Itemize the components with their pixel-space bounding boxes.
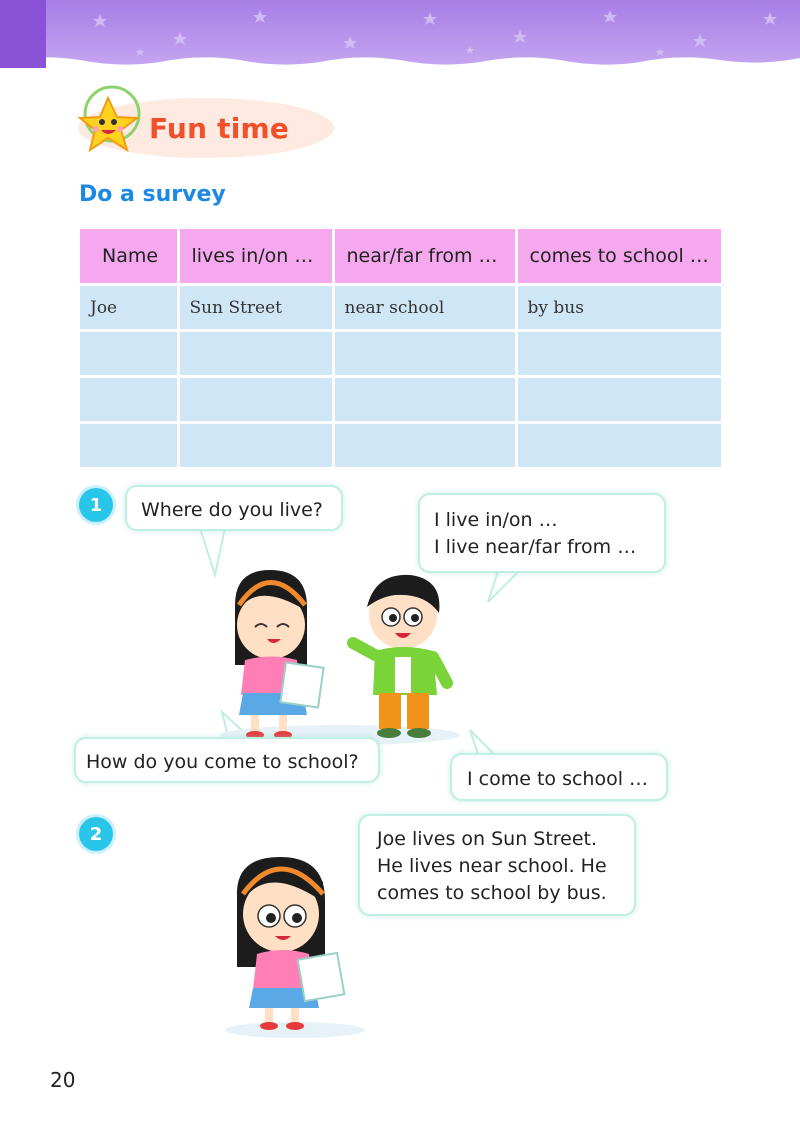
table-cell: [516, 423, 721, 468]
activity-subtitle: Do a survey: [79, 182, 226, 207]
table-cell: [80, 331, 178, 377]
girl-figure: [235, 570, 324, 739]
bubble-text: How do you come to school?: [86, 751, 359, 773]
table-cell: [178, 377, 333, 423]
table-row: [80, 285, 721, 331]
table-cell: [333, 377, 516, 423]
header-name: Name: [80, 229, 178, 285]
boy-figure: [353, 575, 447, 738]
table-cell: [178, 331, 333, 377]
speech-bubble-where-live: [125, 485, 343, 531]
table-cell: near school: [333, 285, 516, 331]
bubble-text: Where do you live?: [141, 499, 323, 521]
bubble-text: I live near/far from …: [434, 536, 637, 558]
table-cell: Joe: [80, 285, 178, 331]
speech-bubble-summary: [358, 814, 636, 916]
table-cell: [333, 423, 516, 468]
table-cell: [80, 423, 178, 468]
table-cell: [178, 423, 333, 468]
table-cell: Sun Street: [178, 285, 333, 331]
table-header-row: [80, 229, 721, 285]
bubble-text: Joe lives on Sun Street.: [377, 828, 598, 850]
activity-number-badge: 1: [79, 488, 113, 522]
header-comes-to-school: comes to school …: [516, 229, 721, 285]
table-cell: [80, 377, 178, 423]
header-lives-in: lives in/on …: [178, 229, 333, 285]
speech-bubble-i-come: [450, 753, 668, 801]
table-cell: [516, 377, 721, 423]
bubble-text: I live in/on …: [434, 509, 558, 531]
children-illustration: [215, 565, 475, 745]
survey-table: [80, 229, 721, 467]
bubble-text: He lives near school. He: [377, 855, 607, 877]
bubble-text: I come to school …: [467, 768, 649, 790]
girl-illustration: [225, 852, 375, 1042]
table-row: [80, 331, 721, 377]
table-row: [80, 377, 721, 423]
section-title: Fun time: [149, 112, 290, 145]
top-banner: [0, 0, 800, 72]
bubble-text: comes to school by bus.: [377, 882, 607, 904]
page-number: 20: [50, 1068, 76, 1092]
table-cell: by bus: [516, 285, 721, 331]
table-cell: [516, 331, 721, 377]
speech-bubble-i-live: [418, 493, 666, 573]
header-near-far: near/far from …: [333, 229, 516, 285]
activity-number-badge: 2: [79, 817, 113, 851]
speech-bubble-how-come: [74, 737, 380, 783]
table-cell: [333, 331, 516, 377]
table-row: [80, 423, 721, 468]
